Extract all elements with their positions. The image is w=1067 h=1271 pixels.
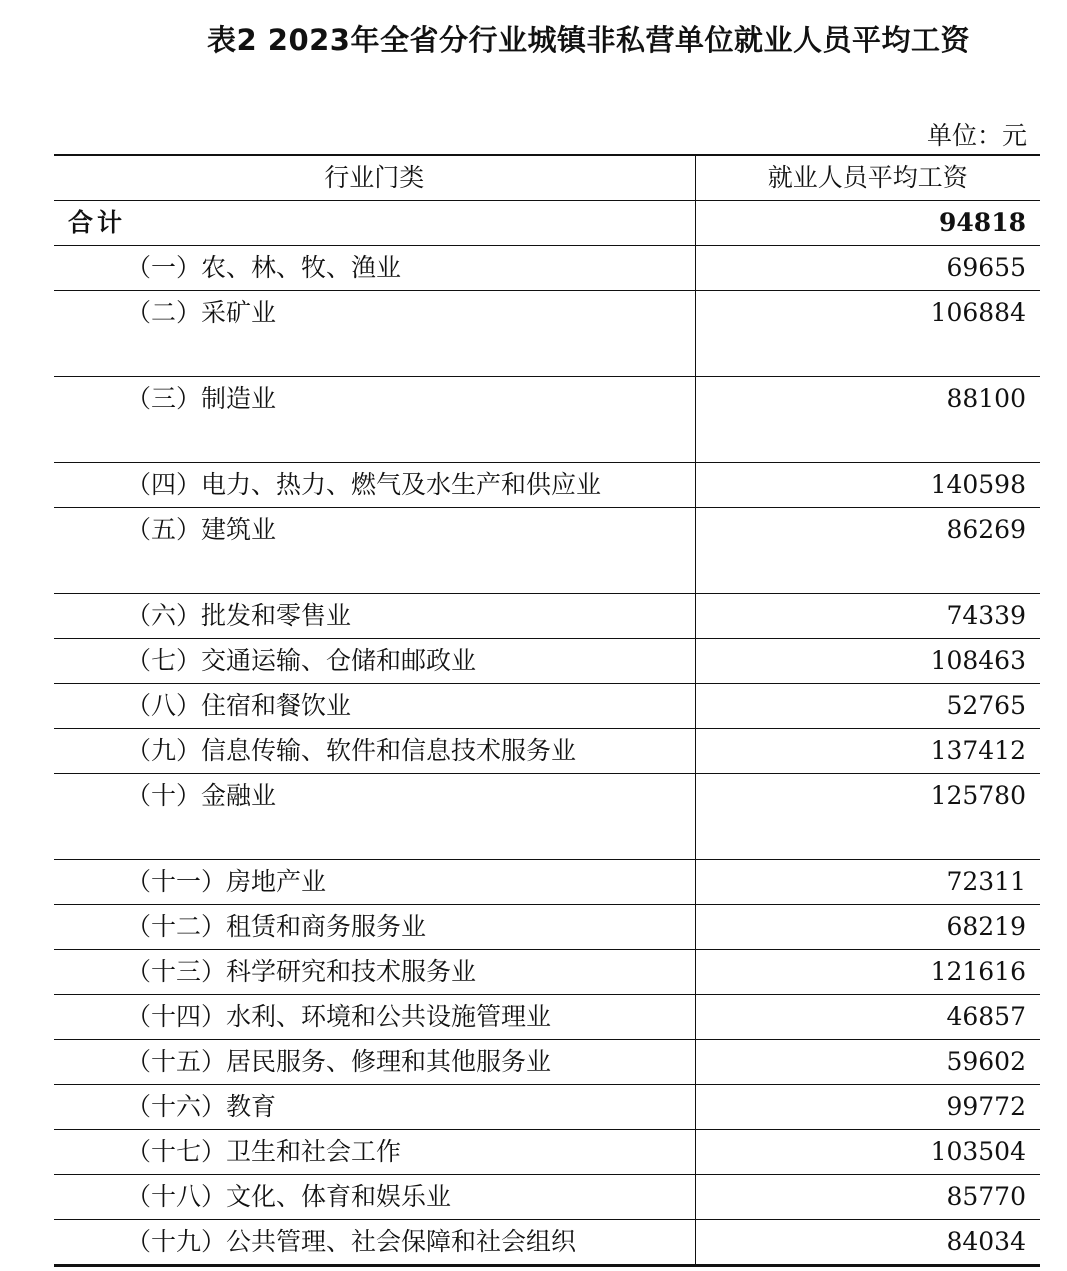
table-row xyxy=(54,1040,1040,1085)
industry-name: （二）采矿业 xyxy=(54,291,695,377)
average-wage: 86269 xyxy=(695,508,1040,594)
average-wage: 52765 xyxy=(695,684,1040,729)
table-row xyxy=(54,774,1040,860)
average-wage: 99772 xyxy=(695,1085,1040,1130)
average-wage: 106884 xyxy=(695,291,1040,377)
table-header-row xyxy=(54,155,1040,201)
table-row xyxy=(54,995,1040,1040)
table-row xyxy=(54,1085,1040,1130)
industry-name: （十七）卫生和社会工作 xyxy=(54,1130,695,1175)
industry-name: （十三）科学研究和技术服务业 xyxy=(54,950,695,995)
industry-name: （十八）文化、体育和娱乐业 xyxy=(54,1175,695,1220)
industry-name: （十）金融业 xyxy=(54,774,695,860)
column-header-industry: 行业门类 xyxy=(54,155,695,201)
average-wage: 46857 xyxy=(695,995,1040,1040)
table-row xyxy=(54,594,1040,639)
average-wage: 137412 xyxy=(695,729,1040,774)
average-wage: 85770 xyxy=(695,1175,1040,1220)
industry-name: （六）批发和零售业 xyxy=(54,594,695,639)
wage-table xyxy=(54,154,1040,1267)
average-wage: 68219 xyxy=(695,905,1040,950)
table-row xyxy=(54,463,1040,508)
table-row xyxy=(54,246,1040,291)
average-wage: 125780 xyxy=(695,774,1040,860)
industry-name: （十一）房地产业 xyxy=(54,860,695,905)
table-row xyxy=(54,729,1040,774)
table-row xyxy=(54,508,1040,594)
average-wage: 84034 xyxy=(695,1220,1040,1266)
industry-name: （三）制造业 xyxy=(54,377,695,463)
table-row xyxy=(54,1220,1040,1266)
industry-name: （十九）公共管理、社会保障和社会组织 xyxy=(54,1220,695,1266)
total-label: 合计 xyxy=(54,201,695,246)
column-header-wage: 就业人员平均工资 xyxy=(695,155,1040,201)
industry-name: （九）信息传输、软件和信息技术服务业 xyxy=(54,729,695,774)
page-title: 表2 2023年全省分行业城镇非私营单位就业人员平均工资 xyxy=(207,23,970,57)
industry-name: （一）农、林、牧、渔业 xyxy=(54,246,695,291)
industry-name: （十六）教育 xyxy=(54,1085,695,1130)
table-row xyxy=(54,1175,1040,1220)
table-row xyxy=(54,860,1040,905)
table-row xyxy=(54,639,1040,684)
average-wage: 88100 xyxy=(695,377,1040,463)
average-wage: 59602 xyxy=(695,1040,1040,1085)
unit-label: 单位：元 xyxy=(926,121,1027,150)
average-wage: 121616 xyxy=(695,950,1040,995)
table-row xyxy=(54,1130,1040,1175)
average-wage: 74339 xyxy=(695,594,1040,639)
table-row xyxy=(54,905,1040,950)
average-wage: 108463 xyxy=(695,639,1040,684)
industry-name: （十四）水利、环境和公共设施管理业 xyxy=(54,995,695,1040)
industry-name: （十二）租赁和商务服务业 xyxy=(54,905,695,950)
table-row xyxy=(54,950,1040,995)
total-row xyxy=(54,201,1040,246)
industry-name: （五）建筑业 xyxy=(54,508,695,594)
industry-name: （十五）居民服务、修理和其他服务业 xyxy=(54,1040,695,1085)
average-wage: 140598 xyxy=(695,463,1040,508)
average-wage: 69655 xyxy=(695,246,1040,291)
average-wage: 103504 xyxy=(695,1130,1040,1175)
average-wage: 72311 xyxy=(695,860,1040,905)
table-row xyxy=(54,377,1040,463)
industry-name: （八）住宿和餐饮业 xyxy=(54,684,695,729)
total-value: 94818 xyxy=(695,201,1040,246)
table-row xyxy=(54,291,1040,377)
industry-name: （七）交通运输、仓储和邮政业 xyxy=(54,639,695,684)
industry-name: （四）电力、热力、燃气及水生产和供应业 xyxy=(54,463,695,508)
table-row xyxy=(54,684,1040,729)
